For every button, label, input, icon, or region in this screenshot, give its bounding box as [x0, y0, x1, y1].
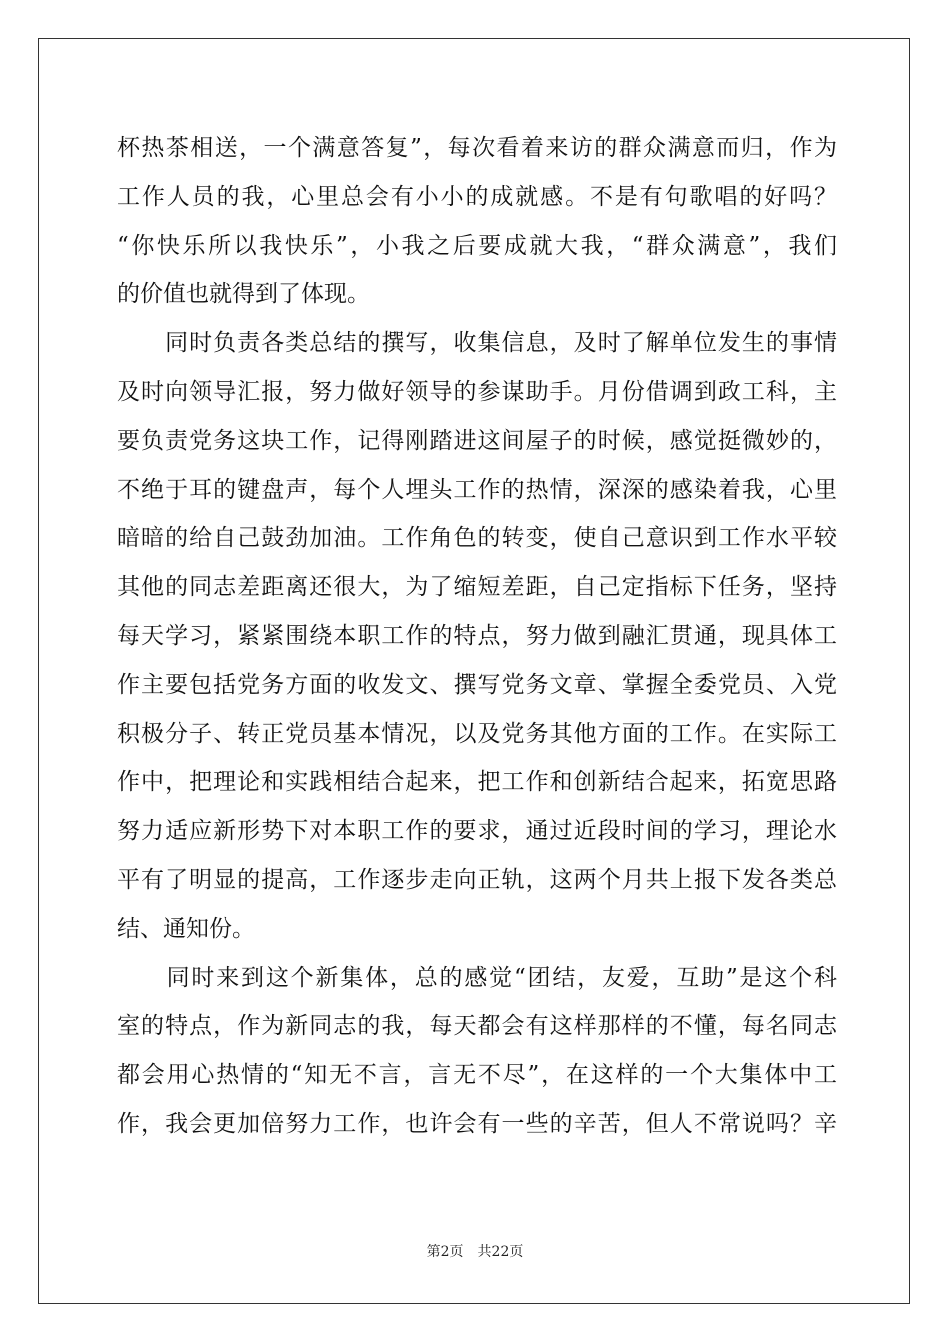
text-line: 不绝于耳的键盘声，每个人埋头工作的热情，深深的感染着我，心里	[117, 476, 837, 503]
text-line: 平有了明显的提高，工作逐步走向正轨，这两个月共上报下发各类总	[117, 866, 837, 893]
paragraph-1	[117, 124, 837, 319]
text-line: 积极分子、转正党员基本情况，以及党务其他方面的工作。在实际工	[117, 720, 837, 747]
text-line: 同时来到这个新集体，总的感觉“团结，友爱，互助”是这个科	[117, 964, 837, 991]
text-line: 暗暗的给自己鼓劲加油。工作角色的转变，使自己意识到工作水平较	[117, 525, 837, 552]
document-body	[117, 124, 837, 1149]
text-line: 作，我会更加倍努力工作，也许会有一些的辛苦，但人不常说吗？辛	[117, 1110, 837, 1137]
text-line: 作主要包括党务方面的收发文、撰写党务文章、掌握全委党员、入党	[117, 671, 837, 698]
text-line: 杯热茶相送，一个满意答复”，每次看着来访的群众满意而归，作为	[117, 135, 837, 161]
paragraph-3	[117, 954, 837, 1149]
text-line: 都会用心热情的“知无不言，言无不尽”，在这样的一个大集体中工	[117, 1062, 837, 1089]
text-line: 努力适应新形势下对本职工作的要求，通过近段时间的学习，理论水	[117, 818, 837, 845]
text-line: 结、通知份。	[117, 915, 255, 942]
text-line: 的价值也就得到了体现。	[117, 281, 370, 308]
text-line: 同时负责各类总结的撰写，收集信息，及时了解单位发生的事情	[117, 330, 837, 357]
text-line: 其他的同志差距离还很大，为了缩短差距，自己定指标下任务，坚持	[117, 574, 837, 601]
paragraph-2	[117, 319, 837, 953]
page-footer	[0, 1242, 950, 1262]
page-number-total: 共22页	[477, 1244, 524, 1260]
text-line: 要负责党务这块工作，记得刚踏进这间屋子的时候，感觉挺微妙的，	[117, 427, 837, 454]
text-line: “你快乐所以我快乐”，小我之后要成就大我，“群众满意”，我们	[117, 232, 837, 259]
text-line: 室的特点，作为新同志的我，每天都会有这样那样的不懂，每名同志	[117, 1013, 837, 1040]
text-line: 工作人员的我，心里总会有小小的成就感。不是有句歌唱的好吗？	[117, 183, 837, 210]
text-line: 作中，把理论和实践相结合起来，把工作和创新结合起来，拓宽思路	[117, 769, 837, 796]
page-number-current: 第2页	[426, 1244, 464, 1260]
text-line: 每天学习，紧紧围绕本职工作的特点，努力做到融汇贯通，现具体工	[117, 622, 837, 649]
text-line: 及时向领导汇报，努力做好领导的参谋助手。月份借调到政工科，主	[117, 378, 837, 405]
